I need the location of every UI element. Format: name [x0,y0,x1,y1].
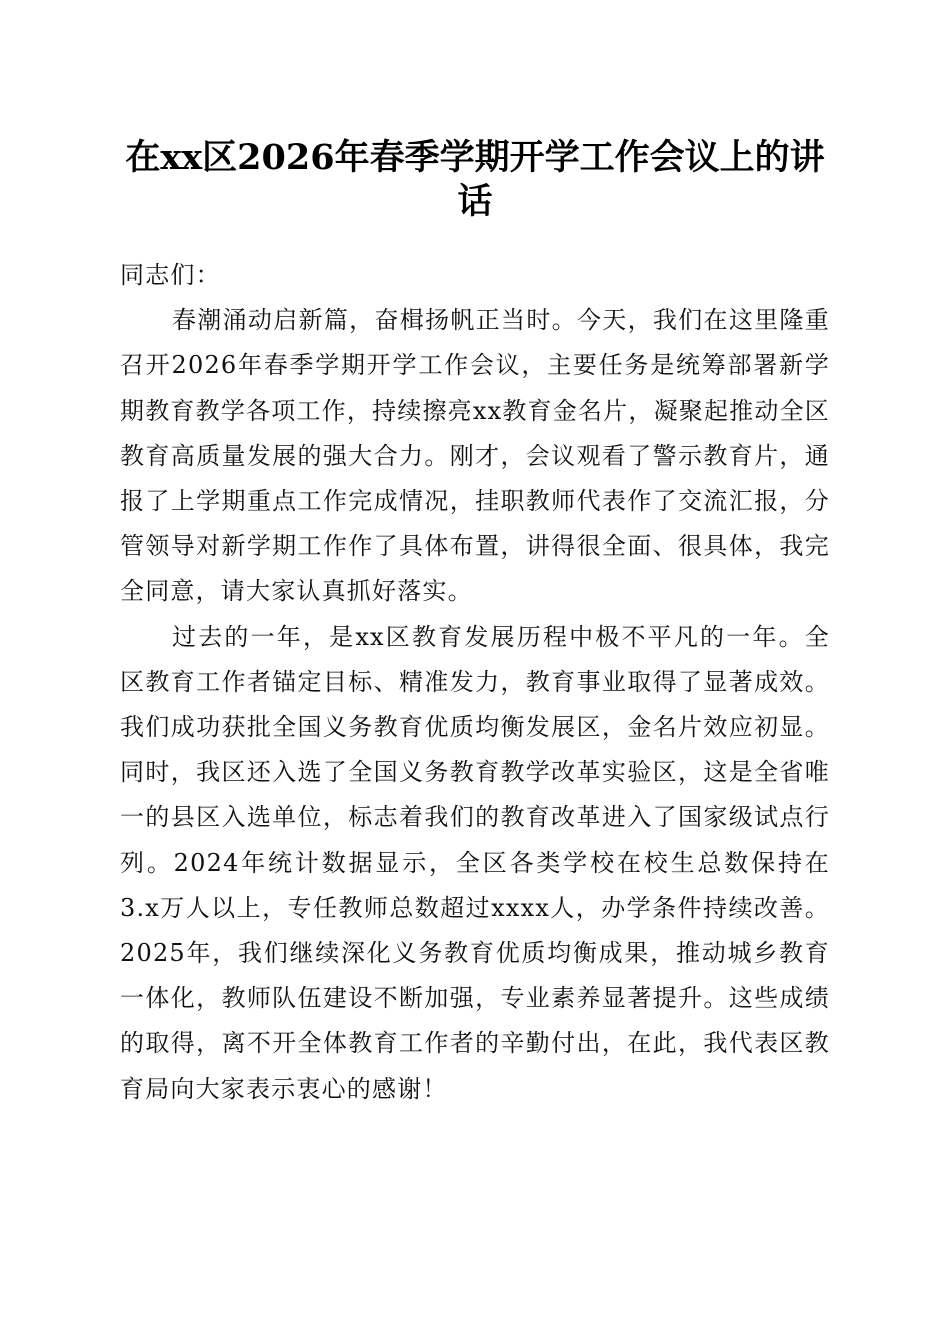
document-body [120,253,830,1112]
paragraph-opening: 春潮涌动启新篇，奋楫扬帆正当时。今天，我们在这里隆重召开2026年春季学期开学工作会议，主要任务是统筹部署新学期教育教学各项工作，持续擦亮xx教育金名片，凝聚起推动全区教育高质量发展的强大合力。刚才，会议观看了警示教育片，通报了上学期重点工作完成情况，挂职教师代表作了交流汇报，分管领导对新学期工作作了具体布置，讲得很全面、很具体，我完全同意，请大家认真抓好落实。 [120,306,830,606]
paragraph-review: 过去的一年，是xx区教育发展历程中极不平凡的一年。全区教育工作者锚定目标、精准发力，教育事业取得了显著成效。我们成功获批全国义务教育优质均衡发展区，金名片效应初显。同时，我区还入选了全国义务教育教学改革实验区，这是全省唯一的县区入选单位，标志着我们的教育改革进入了国家级试点行列。2024年统计数据显示，全区各类学校在校生总数保持在3.x万人以上，专任教师总数超过xxxx人，办学条件持续改善。2025年，我们继续深化义务教育优质均衡成果，推动城乡教育一体化，教师队伍建设不断加强，专业素养显著提升。这些成绩的取得，离不开全体教育工作者的辛勤付出，在此，我代表区教育局向大家表示衷心的感谢！ [120,622,830,1103]
document-title: 在xx区2026年春季学期开学工作会议上的讲话 [125,137,825,222]
salutation: 同志们： [120,261,221,289]
